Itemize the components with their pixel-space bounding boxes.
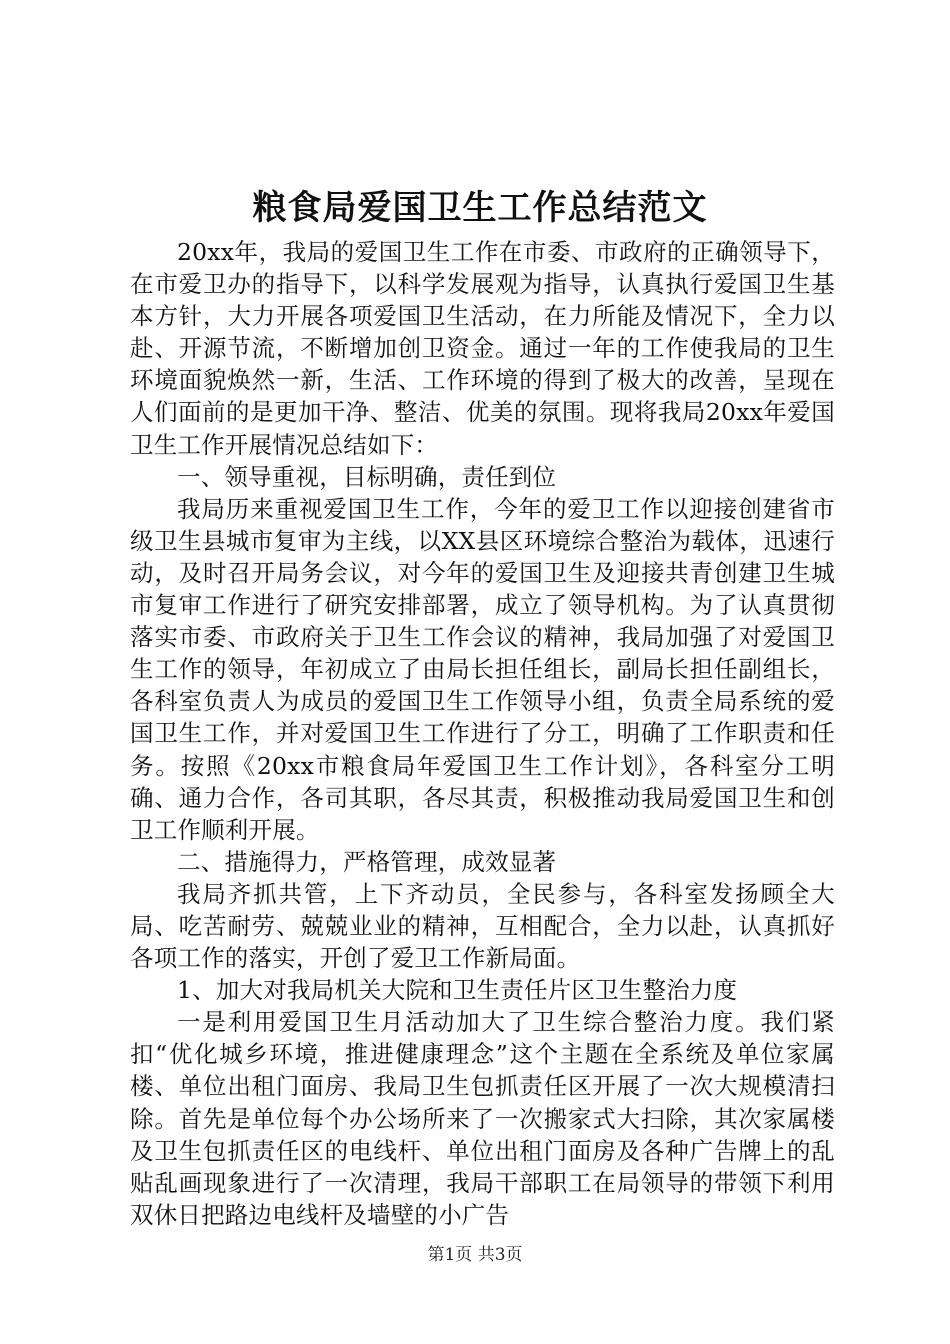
section-heading-1: 一、领导重视，目标明确，责任到位 [177, 462, 557, 491]
document-body [130, 236, 835, 1231]
paragraph-intro: 20xx年，我局的爱国卫生工作在市委、市政府的正确领导下，在市爱卫办的指导下，以科学发展观为指导，认真执行爱国卫生基本方针，大力开展各项爱国卫生活动，在力所能及情况下，全力以赴、开源节流，不断增加创卫资金。通过一年的工作使我局的卫生环境面貌焕然一新，生活、工作环境的得到了极大的改善，呈现在人们面前的是更加干净、整洁、优美的氛围。现将我局20xx年爱国卫生工作开展情况总结如下： [130, 238, 835, 459]
page-number-footer: 第1页 共3页 [427, 1245, 523, 1265]
section-heading-2: 二、措施得力，严格管理，成效显著 [177, 847, 557, 876]
paragraph-subsection-1: 一是利用爱国卫生月活动加大了卫生综合整治力度。我们紧扣“优化城乡环境，推进健康理念”这个主题在全系统及单位家属楼、单位出租门面房、我局卫生包抓责任区开展了一次大规模清扫除。首先是单位每个办公场所来了一次搬家式大扫除，其次家属楼及卫生包抓责任区的电线杆、单位出租门面房及各种广告牌上的乱贴乱画现象进行了一次清理，我局干部职工在局领导的带领下利用双休日把路边电线杆及墙壁的小广告 [130, 1008, 835, 1229]
paragraph-section-1: 我局历来重视爱国卫生工作，今年的爱卫工作以迎接创建省市级卫生县城市复审为主线，以XX县区环境综合整治为载体，迅速行动，及时召开局务会议，对今年的爱国卫生及迎接共青创建卫生城市复审工作进行了研究安排部署，成立了领导机构。为了认真贯彻落实市委、市政府关于卫生工作会议的精神，我局加强了对爱国卫生工作的领导，年初成立了由局长担任组长，副局长担任副组长，各科室负责人为成员的爱国卫生工作领导小组，负责全局系统的爱国卫生工作，并对爱国卫生工作进行了分工，明确了工作职责和任务。按照《20xx市粮食局年爱国卫生工作计划》，各科室分工明确、通力合作，各司其职，各尽其责，积极推动我局爱国卫生和创卫工作顺利开展。 [130, 494, 835, 844]
document-title: 粮食局爱国卫生工作总结范文 [252, 188, 708, 228]
paragraph-section-2: 我局齐抓共管，上下齐动员，全民参与，各科室发扬顾全大局、吃苦耐劳、兢兢业业的精神，互相配合，全力以赴，认真抓好各项工作的落实，开创了爱卫工作新局面。 [130, 879, 835, 973]
subsection-heading-1: 1、加大对我局机关大院和卫生责任片区卫生整治力度 [177, 976, 738, 1005]
